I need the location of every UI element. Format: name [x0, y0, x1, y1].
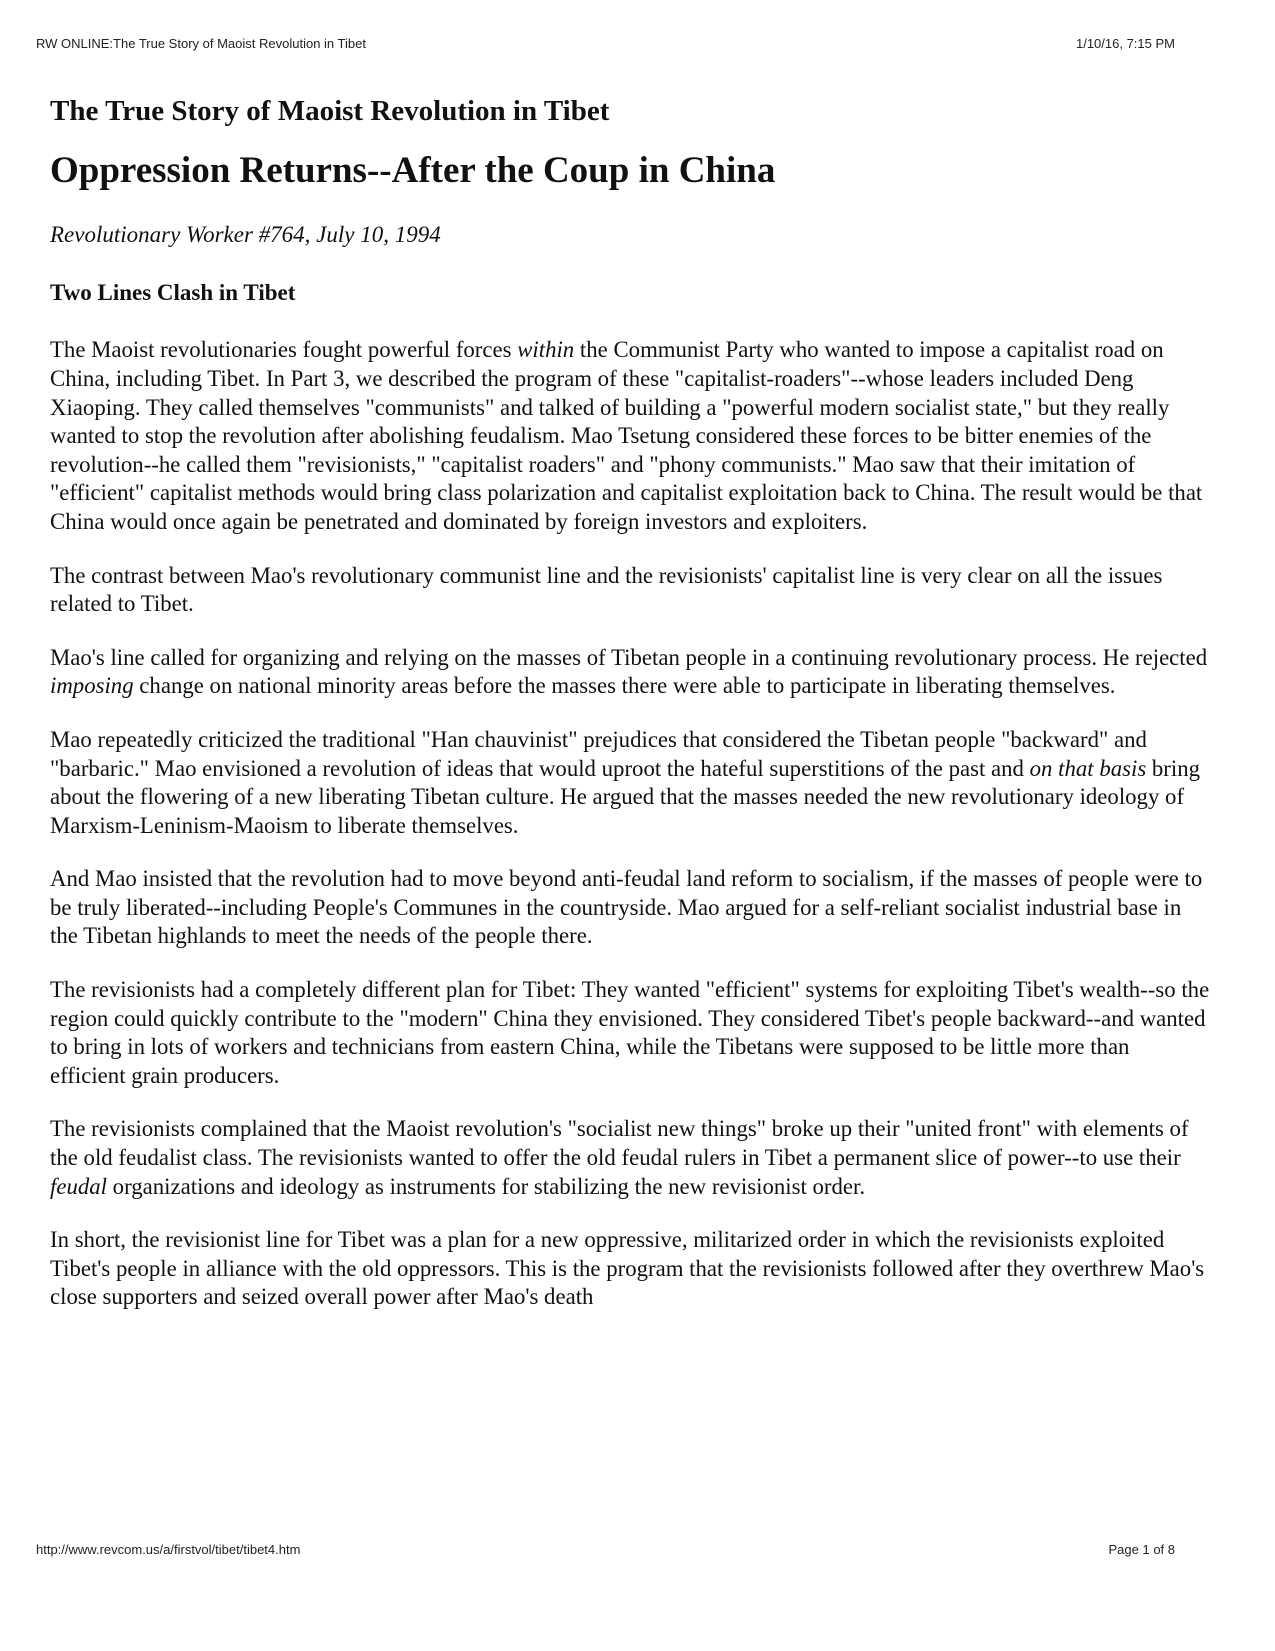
print-header-title: RW ONLINE:The True Story of Maoist Revolution in Tibet — [36, 36, 366, 51]
article-content — [50, 94, 1210, 1337]
print-footer — [36, 1542, 1175, 1557]
paragraph-3-text-a: Mao's line called for organizing and relying on the masses of Tibetan people in a continuing revolutionary process. He rejected — [50, 644, 1208, 670]
paragraph-5: And Mao insisted that the revolution had to move beyond anti-feudal land reform to socialism, if the masses of people were to be truly liberated--including People's Communes in the countryside. Mao argued for a self-reliant socialist industrial base in the Tibetan highlands to meet the needs of the people there. — [50, 866, 1203, 949]
paragraph-7-emphasis: feudal — [50, 1173, 107, 1199]
page-title: Oppression Returns--After the Coup in China — [50, 149, 776, 191]
page-number: Page 1 of 8 — [1108, 1542, 1175, 1557]
paragraph-4-text-a: Mao repeatedly criticized the traditional "Han chauvinist" prejudices that considered the Tibetan people "backward" and "barbaric." Mao envisioned a revolution of ideas that would uproot the hateful superstitions of the past and — [50, 726, 1147, 781]
paragraph-3-emphasis: imposing — [50, 673, 134, 699]
paragraph-7 — [50, 1115, 1210, 1201]
paragraph-1 — [50, 336, 1210, 536]
source-url-link[interactable]: http://www.revcom.us/a/firstvol/tibet/tibet4.htm — [36, 1542, 301, 1557]
print-header — [36, 36, 1175, 51]
paragraph-4-emphasis: on that basis — [1029, 755, 1147, 781]
paragraph-2: The contrast between Mao's revolutionary communist line and the revisionists' capitalist line is very clear on all the issues related to Tibet. — [50, 562, 1163, 617]
byline: Revolutionary Worker #764, July 10, 1994 — [50, 222, 441, 248]
paragraph-7-text-b: organizations and ideology as instruments for stabilizing the new revisionist order. — [106, 1173, 866, 1199]
series-title: The True Story of Maoist Revolution in Tibet — [50, 95, 610, 127]
print-header-datetime: 1/10/16, 7:15 PM — [1075, 36, 1175, 51]
paragraph-8: In short, the revisionist line for Tibet was a plan for a new oppressive, militarized order in which the revisionists exploited Tibet's people in alliance with the old oppressors. This is the program that the revisionists followed after they overthrew Mao's close supporters and seized overall power after Mao's death — [50, 1227, 1205, 1310]
paragraph-4 — [50, 726, 1210, 840]
paragraph-3 — [50, 644, 1210, 701]
paragraph-7-text-a: The revisionists complained that the Maoist revolution's "socialist new things" broke up their "united front" with elements of the old feudalist class. The revisionists wanted to offer the old feudal rulers in Tibet a permanent slice of power--to use their — [50, 1116, 1189, 1171]
paragraph-1-text-a: The Maoist revolutionaries fought powerful forces — [50, 337, 518, 363]
paragraph-1-emphasis: within — [517, 337, 575, 363]
paragraph-1-text-b: the Communist Party who wanted to impose a capitalist road on China, including Tibet. In Part 3, we described the program of these "capitalist-roaders"--whose leaders included Deng Xiaoping. They called themselves "communists" and talked of building a "powerful modern socialist state," but they really wanted to stop the revolution after abolishing feudalism. Mao Tsetung considered these forces to be bitter enemies of the revolution--he called them "revisionists," "capitalist roaders" and "phony communists." Mao saw that their imitation of "efficient" capitalist methods would bring class polarization and capitalist exploitation back to China. The result would be that China would once again be penetrated and dominated by foreign investors and exploiters. — [50, 337, 1203, 534]
paragraph-6: The revisionists had a completely different plan for Tibet: They wanted "efficient" systems for exploiting Tibet's wealth--so the region could quickly contribute to the "modern" China they envisioned. They considered Tibet's people backward--and wanted to bring in lots of workers and technicians from eastern China, while the Tibetans were supposed to be little more than efficient grain producers. — [50, 977, 1210, 1088]
paragraph-3-text-b: change on national minority areas before the masses there were able to participate in liberating themselves. — [133, 673, 1116, 699]
paragraph-4-text-b: bring about the flowering of a new liberating Tibetan culture. He argued that the masses needed the new revolutionary ideology of Marxism-Leninism-Maoism to liberate themselves. — [50, 755, 1201, 838]
section-title: Two Lines Clash in Tibet — [50, 279, 296, 305]
